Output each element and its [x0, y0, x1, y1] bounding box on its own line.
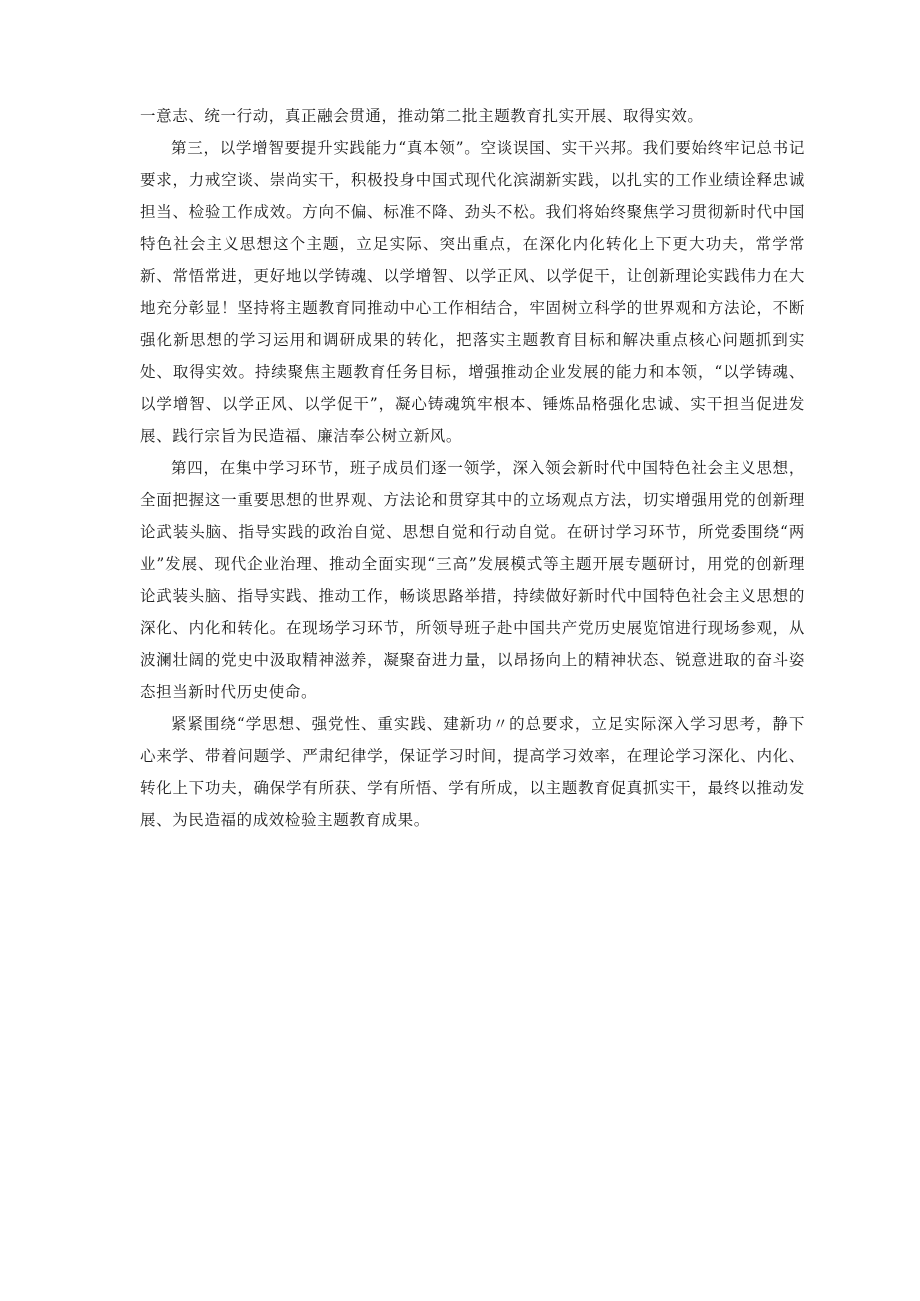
paragraph-continuation: 一意志、统一行动，真正融会贯通，推动第二批主题教育扎实开展、取得实效。 [140, 107, 704, 125]
paragraph-overall-requirement: 紧紧围绕“学思想、强党性、重实践、建新功〃的总要求，立足实际深入学习思考，静下心来学、带着问题学、严肃纪律学，保证学习时间，提高学习效率，在理论学习深化、内化、转化上下功夫，确保学有所获、学有所悟、学有所成，以主题教育促真抓实干，最终以推动发展、为民造福的成效检验主题教育成果。 [140, 715, 805, 829]
document-page [140, 100, 805, 836]
paragraph-fourth-point: 第四，在集中学习环节，班子成员们逐一领学，深入领会新时代中国特色社会主义思想，全面把握这一重要思想的世界观、方法论和贯穿其中的立场观点方法，切实增强用党的创新理论武装头脑、指导实践的政治自觉、思想自觉和行动自觉。在研讨学习环节，所党委围绕“两业”发展、现代企业治理、推动全面实现“三高”发展模式等主题开展专题研讨，用党的创新理论武装头脑、指导实践、推动工作，畅谈思路举措，持续做好新时代中国特色社会主义思想的深化、内化和转化。在现场学习环节，所领导班子赴中国共产党历史展览馆进行现场参观，从波澜壮阔的党史中汲取精神滋养，凝聚奋进力量，以昂扬向上的精神状态、锐意进取的奋斗姿态担当新时代历史使命。 [140, 459, 805, 701]
paragraph-third-point: 第三，以学增智要提升实践能力“真本领”。空谈误国、实干兴邦。我们要始终牢记总书记要求，力戒空谈、崇尚实干，积极投身中国式现代化滨湖新实践，以扎实的工作业绩诠释忠诚担当、检验工作成效。方向不偏、标准不降、劲头不松。我们将始终聚焦学习贯彻新时代中国特色社会主义思想这个主题，立足实际、突出重点，在深化内化转化上下更大功夫，常学常新、常悟常进，更好地以学铸魂、以学增智、以学正风、以学促干，让创新理论实践伟力在大地充分彰显！坚持将主题教育同推动中心工作相结合，牢固树立科学的世界观和方法论，不断强化新思想的学习运用和调研成果的转化，把落实主题教育目标和解决重点核心问题抓到实处、取得实效。持续聚焦主题教育任务目标，增强推动企业发展的能力和本领，“以学铸魂、以学增智、以学正风、以学促干”，凝心铸魂筑牢根本、锤炼品格强化忠诚、实干担当促进发展、践行宗旨为民造福、廉洁奉公树立新风。 [140, 139, 805, 445]
